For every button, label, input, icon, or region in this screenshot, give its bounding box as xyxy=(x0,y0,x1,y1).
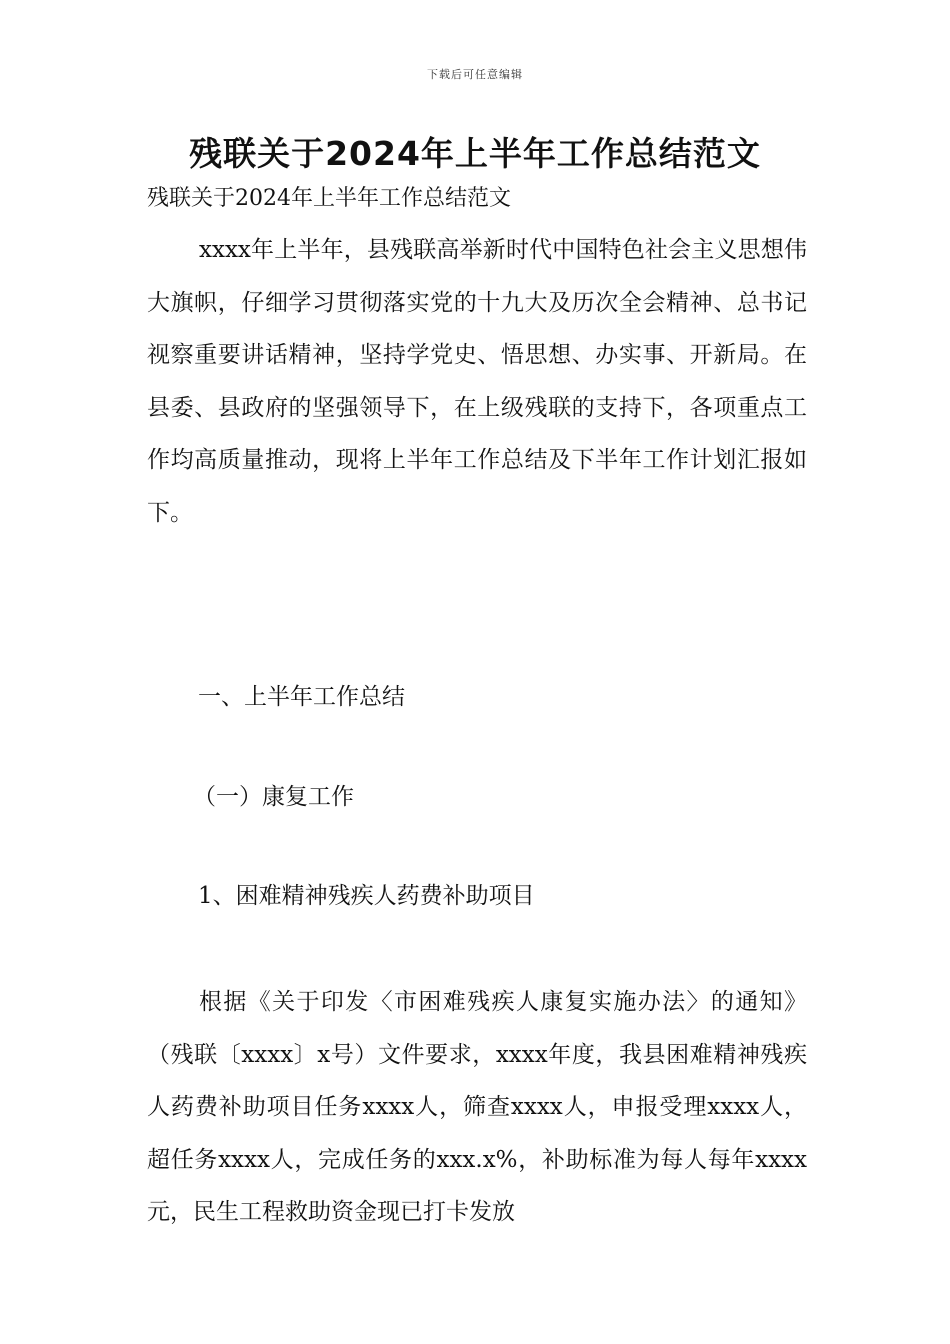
body-paragraph: 根据《关于印发〈市困难残疾人康复实施办法〉的通知》（残联〔xxxx〕x号）文件要求，xxxx年度，我县困难精神残疾人药费补助项目任务xxxx人，筛查xxxx人，申报受理xxxx人，超任务xxxx人，完成任务的xxx.x%，补助标准为每人每年xxxx元，民生工程救助资金现已打卡发放 xyxy=(147,989,807,1225)
intro-paragraph: xxxx年上半年，县残联高举新时代中国特色社会主义思想伟大旗帜，仔细学习贯彻落实党的十九大及历次全会精神、总书记视察重要讲话精神，坚持学党史、悟思想、办实事、开新局。在县委、县政府的坚强领导下，在上级残联的支持下，各项重点工作均高质量推动，现将上半年工作总结及下半年工作计划汇报如下。 xyxy=(147,237,807,526)
document-title: 残联关于2024年上半年工作总结范文 xyxy=(189,134,761,173)
item-heading: 1、困难精神残疾人药费补助项目 xyxy=(198,883,535,909)
document-subtitle: 残联关于2024年上半年工作总结范文 xyxy=(147,186,511,211)
section-heading: 一、上半年工作总结 xyxy=(198,684,405,710)
subsection-heading: （一）康复工作 xyxy=(193,784,354,810)
header-note: 下载后可任意编辑 xyxy=(427,68,523,81)
